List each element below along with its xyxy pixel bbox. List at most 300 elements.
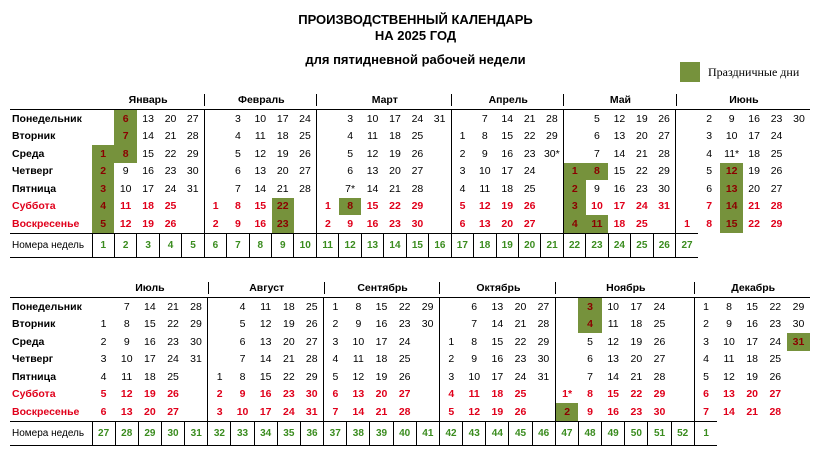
day-cell	[541, 180, 563, 198]
day-cell: 15	[607, 388, 620, 401]
day-cell: 14	[259, 353, 272, 366]
day-cell: 19	[630, 335, 643, 348]
day-cell: 23	[283, 388, 295, 401]
day-cell: 18	[375, 353, 388, 366]
day-cell: 10	[254, 112, 267, 125]
day-cell: 10	[352, 335, 365, 348]
day-cell: 1	[204, 198, 226, 216]
day-cell	[676, 163, 698, 181]
day-cell: 17	[491, 370, 504, 383]
day-cell: 21	[164, 130, 177, 143]
day-cell: 29	[770, 218, 783, 230]
day-cell: 25	[770, 147, 783, 160]
month-header	[204, 90, 316, 110]
day-cell	[563, 128, 585, 146]
holiday-day-cell: 7	[114, 128, 136, 146]
week-number: 29	[138, 421, 161, 445]
day-cell: 21	[375, 405, 388, 418]
day-cell: 13	[723, 388, 735, 401]
week-number: 5	[182, 233, 204, 257]
holiday-day-cell: 23	[272, 215, 294, 233]
holiday-day-cell: 3	[92, 180, 114, 198]
day-cell	[92, 128, 114, 146]
day-cell: 12	[723, 370, 735, 383]
day-cell	[294, 215, 317, 233]
day-cell: 9	[726, 318, 732, 331]
week-number: 42	[439, 421, 462, 445]
week-number: 27	[92, 421, 115, 445]
day-cell	[676, 110, 698, 128]
weekday-label: Пятница	[12, 182, 57, 195]
day-cell	[787, 403, 810, 421]
holiday-day-cell: 5	[92, 215, 114, 233]
day-cell: 27	[523, 217, 536, 230]
day-cell: 4	[706, 147, 713, 160]
weekday-label: Суббота	[12, 200, 56, 213]
day-cell	[204, 110, 226, 128]
day-cell: 20	[636, 130, 648, 143]
day-cell: 11	[367, 130, 378, 143]
day-cell: 28	[546, 112, 558, 125]
day-cell: 4	[347, 130, 354, 143]
holiday-day-cell: 3	[563, 198, 585, 216]
day-cell	[671, 368, 694, 386]
holiday-day-cell: 11	[586, 215, 608, 233]
day-cell: 3	[100, 353, 107, 366]
day-cell: 31	[537, 370, 550, 383]
day-cell: 13	[366, 165, 379, 178]
day-cell: 3	[439, 368, 462, 386]
calendar-table-h1	[10, 90, 810, 258]
month-name: Апрель	[451, 94, 564, 106]
day-cell: 17	[259, 405, 272, 418]
day-cell	[532, 386, 555, 404]
day-cell: 3	[347, 112, 354, 125]
month-name: Октябрь	[439, 282, 556, 294]
day-cell: 9	[239, 388, 246, 401]
week-number: 43	[463, 421, 486, 445]
holiday-day-cell: 4	[563, 215, 585, 233]
day-cell: 2	[439, 351, 462, 369]
day-cell: 22	[283, 370, 295, 383]
day-cell: 25	[653, 318, 666, 331]
day-cell: 9	[355, 318, 362, 331]
day-cell: 25	[398, 353, 411, 366]
week-number: 31	[185, 421, 208, 445]
day-cell: 10	[725, 130, 738, 143]
day-cell: 17	[613, 200, 626, 213]
day-cell: 11	[254, 130, 266, 143]
day-cell: 11*	[724, 147, 740, 160]
day-cell: 17	[748, 130, 760, 143]
day-cell: 21	[636, 147, 648, 160]
day-cell: 9	[481, 147, 488, 160]
day-cell: 15	[501, 130, 514, 143]
day-cell: 11	[723, 353, 735, 366]
day-cell: 26	[514, 405, 527, 418]
day-cell	[429, 128, 451, 146]
day-cell: 18	[144, 370, 156, 383]
month-header	[92, 90, 204, 110]
week-number: 41	[416, 421, 439, 445]
holiday-day-cell: 8	[339, 198, 361, 216]
day-cell: 25	[514, 388, 527, 401]
day-cell: 17	[144, 353, 156, 366]
day-cell: 28	[411, 182, 424, 195]
day-cell: 29	[421, 300, 434, 313]
day-cell: 1	[316, 198, 338, 216]
day-cell: 11	[607, 318, 619, 331]
day-cell: 28	[658, 147, 670, 160]
day-cell	[541, 198, 563, 216]
week-number: 45	[509, 421, 532, 445]
day-cell: 22	[389, 200, 401, 213]
day-cell: 2	[706, 112, 713, 125]
week-number: 40	[393, 421, 416, 445]
holiday-swatch	[680, 62, 700, 82]
day-cell: 16	[491, 353, 504, 366]
day-cell: 14	[366, 182, 379, 195]
day-cell: 24	[164, 182, 177, 195]
day-cell: 22	[636, 165, 648, 178]
day-cell	[555, 368, 578, 386]
day-cell	[676, 198, 698, 216]
day-cell: 17	[501, 165, 514, 178]
day-cell	[182, 198, 204, 216]
day-cell	[208, 316, 231, 334]
day-cell	[788, 198, 810, 216]
day-cell: 12	[613, 112, 626, 125]
day-cell: 20	[748, 182, 760, 195]
day-cell: 13	[142, 112, 154, 125]
day-cell: 24	[770, 130, 783, 143]
week-number: 26	[653, 233, 676, 257]
day-cell: 24	[283, 405, 295, 418]
day-cell	[671, 386, 694, 404]
week-number: 13	[361, 233, 383, 257]
week-numbers-label: Номера недель	[10, 233, 92, 257]
weekday-row	[10, 128, 810, 146]
day-cell: 26	[305, 318, 318, 331]
holiday-day-cell: 15	[720, 215, 742, 233]
day-cell: 9	[234, 217, 241, 230]
week-number: 48	[578, 421, 601, 445]
day-cell	[671, 351, 694, 369]
weekday-label: Вторник	[12, 318, 56, 331]
day-cell: 19	[748, 165, 760, 178]
day-cell: 6	[587, 353, 593, 366]
holiday-day-cell: 4	[578, 316, 601, 334]
day-cell	[429, 163, 451, 181]
day-cell: 19	[491, 405, 504, 418]
day-cell: 26	[164, 217, 177, 230]
day-cell: 28	[769, 406, 782, 418]
weekday-label: Четверг	[12, 353, 54, 366]
day-cell: 29	[653, 388, 666, 401]
day-cell: 1	[324, 298, 347, 316]
day-cell: 7	[706, 200, 713, 213]
day-cell: 27	[769, 388, 782, 401]
week-number: 18	[474, 233, 496, 257]
day-cell: 16	[746, 318, 758, 331]
week-number: 37	[324, 421, 347, 445]
day-cell: 21	[746, 406, 758, 418]
day-cell	[541, 163, 563, 181]
day-cell	[555, 333, 578, 351]
day-cell: 6	[471, 300, 478, 313]
day-cell	[316, 128, 338, 146]
week-number: 33	[231, 421, 254, 445]
day-cell	[787, 368, 810, 386]
day-cell: 6	[706, 182, 713, 195]
month-header	[555, 278, 694, 298]
day-cell: 15	[491, 335, 504, 348]
day-cell: 27	[653, 353, 666, 366]
day-cell: 8	[726, 300, 732, 313]
day-cell: 28	[770, 200, 783, 213]
day-cell	[416, 368, 439, 386]
day-cell	[182, 215, 204, 233]
legend-label: Праздничные дни	[708, 65, 800, 79]
day-cell: 12	[352, 370, 365, 383]
day-cell: 2	[204, 215, 226, 233]
day-cell: 24	[769, 335, 782, 348]
day-cell: 22	[748, 218, 760, 230]
day-cell: 7	[324, 403, 347, 421]
day-cell: 21	[167, 300, 179, 313]
weekday-row	[10, 180, 810, 198]
day-cell: 19	[142, 217, 154, 230]
day-cell: 27	[305, 335, 318, 348]
day-cell: 6	[234, 165, 241, 178]
week-number: 2	[114, 233, 136, 257]
day-cell: 28	[305, 353, 318, 366]
day-cell: 13	[254, 165, 267, 178]
week-number: 6	[204, 233, 226, 257]
weekday-label: Четверг	[12, 165, 54, 178]
day-cell: 26	[167, 388, 179, 401]
day-cell: 27	[770, 182, 783, 195]
day-cell: 17	[142, 182, 154, 195]
day-cell: 25	[305, 300, 318, 313]
day-cell: 12	[119, 217, 132, 230]
day-cell: 23	[398, 318, 411, 331]
day-cell: 16	[607, 405, 620, 418]
weekday-label: Суббота	[12, 388, 56, 401]
day-cell: 16	[366, 217, 379, 230]
week-number: 1	[694, 421, 717, 445]
day-cell: 21	[389, 182, 401, 195]
day-cell	[92, 298, 115, 316]
day-cell: 22	[167, 318, 179, 331]
week-number: 21	[541, 233, 563, 257]
day-cell	[555, 298, 578, 316]
month-header	[208, 278, 324, 298]
day-cell: 12	[259, 318, 272, 331]
day-cell	[439, 298, 462, 316]
day-cell	[671, 333, 694, 351]
day-cell: 30	[653, 405, 666, 418]
day-cell	[563, 145, 585, 163]
day-cell: 19	[283, 318, 295, 331]
month-header	[451, 90, 563, 110]
calendar-title-line1: ПРОИЗВОДСТВЕННЫЙ КАЛЕНДАРЬ	[298, 12, 533, 27]
day-cell: 27	[398, 388, 411, 401]
day-cell: 5	[694, 368, 717, 386]
day-cell: 10	[366, 112, 379, 125]
week-number: 20	[518, 233, 540, 257]
day-cell: 26	[523, 200, 536, 213]
day-cell: 12	[607, 335, 620, 348]
week-number: 7	[227, 233, 249, 257]
day-cell: 15	[613, 165, 626, 178]
week-number: 11	[316, 233, 338, 257]
day-cell: 30*	[543, 147, 560, 160]
day-cell: 7	[471, 318, 478, 331]
day-cell: 7	[587, 370, 593, 383]
day-cell: 30	[658, 182, 670, 195]
day-cell: 11	[120, 200, 132, 213]
day-cell: 23	[167, 335, 179, 348]
day-cell: 14	[613, 147, 626, 160]
holiday-day-cell: 1	[563, 163, 585, 181]
weekday-label: Среда	[12, 335, 45, 348]
week-number: 34	[254, 421, 277, 445]
day-cell: 14	[142, 130, 154, 143]
day-cell: 14	[607, 370, 620, 383]
day-cell: 16	[375, 318, 388, 331]
day-cell: 13	[491, 300, 504, 313]
holiday-day-cell: 13	[720, 180, 742, 198]
month-name: Январь	[128, 93, 168, 106]
day-cell: 4	[451, 180, 473, 198]
day-cell: 18	[748, 147, 760, 160]
day-cell: 20	[164, 112, 177, 125]
day-cell: 9	[587, 405, 593, 418]
day-cell: 9	[123, 335, 130, 348]
day-cell: 6	[239, 335, 246, 348]
month-name: Сентябрь	[324, 282, 441, 294]
weekday-row	[10, 333, 810, 351]
day-cell: 13	[613, 130, 626, 143]
day-cell: 18	[142, 200, 154, 213]
week-number: 1	[92, 233, 114, 257]
day-cell: 9	[347, 217, 354, 230]
holiday-day-cell: 8	[114, 145, 136, 163]
day-cell	[541, 215, 563, 233]
day-cell: 15	[746, 300, 758, 313]
week-number: 12	[339, 233, 361, 257]
day-cell: 9	[728, 112, 735, 125]
day-cell	[439, 316, 462, 334]
day-cell: 19	[501, 200, 514, 213]
day-cell: 7	[594, 147, 600, 160]
weekday-label: Вторник	[12, 130, 56, 143]
day-cell: 23	[770, 112, 783, 125]
day-cell: 23	[389, 217, 401, 230]
holiday-day-cell: 1	[92, 145, 114, 163]
day-cell: 5	[587, 335, 593, 348]
week-numbers-label: Номера недель	[10, 421, 92, 445]
day-cell: 6	[451, 215, 473, 233]
day-cell: 10	[723, 335, 735, 348]
day-cell: 17	[630, 300, 643, 313]
day-cell: 14	[501, 112, 514, 125]
week-number: 50	[625, 421, 648, 445]
holiday-day-cell: 2	[555, 403, 578, 421]
day-cell	[316, 163, 338, 181]
day-cell: 6	[100, 405, 107, 418]
weekday-row	[10, 351, 810, 369]
day-cell	[208, 298, 231, 316]
day-cell: 18	[283, 300, 295, 313]
weekday-row	[10, 198, 810, 216]
day-cell: 17	[389, 112, 401, 125]
day-cell: 28	[398, 405, 411, 418]
day-cell: 21	[276, 182, 289, 195]
week-number: 28	[115, 421, 138, 445]
day-cell	[185, 386, 208, 404]
day-cell	[429, 180, 451, 198]
day-cell: 20	[514, 300, 527, 313]
week-number: 32	[208, 421, 231, 445]
day-cell: 25	[167, 370, 179, 383]
day-cell: 22	[630, 388, 643, 401]
day-cell: 30	[190, 335, 202, 348]
day-cell: 27	[299, 165, 311, 178]
day-cell: 25	[411, 130, 424, 143]
day-cell: 11	[121, 370, 133, 383]
week-number: 17	[451, 233, 473, 257]
day-cell: 3	[324, 333, 347, 351]
calendar-subtitle: для пятидневной рабочей недели	[305, 52, 526, 67]
holiday-day-cell: 2	[563, 180, 585, 198]
day-cell: 14	[144, 300, 156, 313]
weekday-label: Пятница	[12, 370, 57, 383]
day-cell	[204, 163, 226, 181]
day-cell: 24	[514, 370, 527, 383]
month-name: Июнь	[676, 94, 812, 106]
day-cell: 18	[613, 217, 626, 230]
day-cell: 8	[471, 335, 478, 348]
day-cell	[788, 145, 810, 163]
day-cell: 30	[186, 165, 199, 178]
day-cell: 19	[636, 112, 648, 125]
day-cell	[316, 110, 338, 128]
month-header	[92, 278, 208, 298]
day-cell: 16	[613, 182, 626, 195]
weekday-row	[10, 368, 810, 386]
day-cell: 20	[144, 405, 156, 418]
day-cell: 29	[411, 200, 424, 213]
day-cell: 19	[276, 147, 289, 160]
day-cell: 7	[234, 182, 241, 195]
month-name: Июль	[135, 281, 165, 294]
day-cell	[555, 351, 578, 369]
day-cell: 20	[283, 335, 295, 348]
day-cell: 15	[144, 318, 156, 331]
day-cell: 23	[514, 353, 527, 366]
day-cell: 10	[120, 353, 133, 366]
holiday-day-cell: 4	[92, 198, 114, 216]
day-cell: 8	[587, 388, 593, 401]
day-cell: 29	[190, 318, 202, 331]
day-cell	[204, 145, 226, 163]
week-number: 35	[277, 421, 300, 445]
day-cell: 4	[694, 351, 717, 369]
day-cell: 5	[347, 147, 354, 160]
calendar-table-h2	[10, 278, 810, 446]
